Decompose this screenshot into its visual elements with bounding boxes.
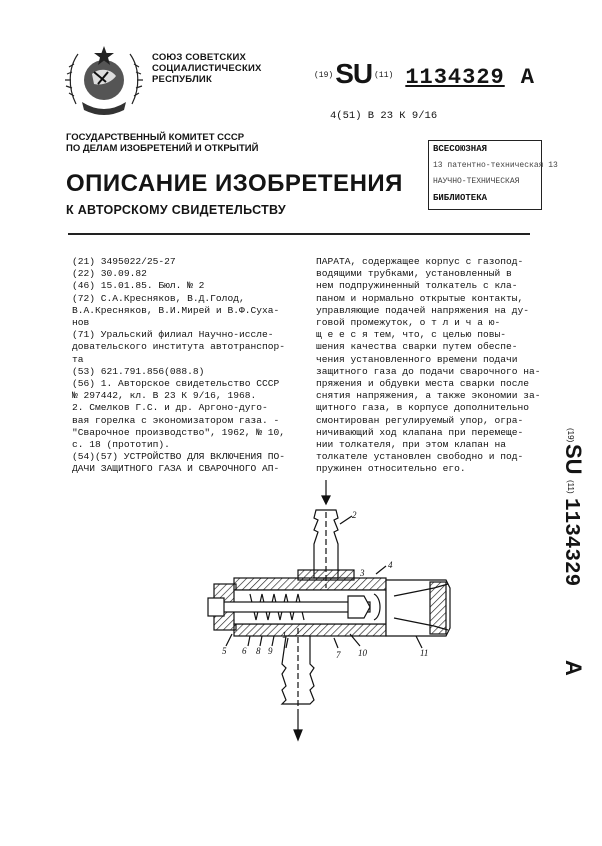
abstract-line: щитного газа, в корпусе дополнительно bbox=[316, 402, 530, 414]
vertical-patent-number bbox=[548, 428, 586, 690]
drawing-label-3: 3 bbox=[360, 568, 365, 578]
abstract-line: смонтирован регулируемый упор, огра- bbox=[316, 414, 524, 426]
bibliographic-data bbox=[72, 256, 285, 476]
abstract-line: нии толкателя, при этом клапан на bbox=[316, 439, 506, 451]
biblio-line: с. 18 (прототип). bbox=[72, 439, 170, 451]
side-kind: A bbox=[561, 660, 586, 676]
biblio-line: 2. Смелков Г.С. и др. Аргоно-дуго- bbox=[72, 402, 268, 414]
ussr-emblem-icon bbox=[64, 38, 144, 122]
drawing-label-5: 5 bbox=[222, 646, 227, 656]
ipc-classification: 4(51) В 23 К 9/16 bbox=[330, 110, 438, 122]
side-code-11: (11) bbox=[566, 480, 575, 494]
abstract-line: пружинен относительно его. bbox=[316, 463, 466, 475]
abstract-line: водящими трубками, установленный в bbox=[316, 268, 512, 280]
abstract-line: нем подпружиненный толкатель с кла- bbox=[316, 280, 518, 292]
drawing-label-10: 10 bbox=[358, 648, 367, 658]
drawing-label-6: 6 bbox=[242, 646, 247, 656]
drawing-label-11: 11 bbox=[420, 648, 429, 658]
publication-number: $^{(19)}$SU $^{(11)}$ 1134329 А bbox=[314, 58, 534, 90]
abstract-line: защитного газа до подачи сварочного на- bbox=[316, 365, 541, 377]
drawing-label-7: 7 bbox=[336, 650, 341, 660]
abstract-line: ПАРАТА, содержащее корпус с газопод- bbox=[316, 256, 524, 267]
biblio-line: та bbox=[72, 353, 84, 365]
biblio-line: В.А.Кресняков, В.И.Мирей и В.Ф.Суха- bbox=[72, 304, 280, 316]
abstract-line: паном и нормально открытые контакты, bbox=[316, 292, 524, 304]
abstract-line: снятия напряжения, а также экономии за- bbox=[316, 390, 541, 402]
biblio-line: № 297442, кл. В 23 К 9/16, 1968. bbox=[72, 390, 257, 402]
abstract-line: ничивающий ход клапана при перемеще- bbox=[316, 426, 524, 438]
biblio-line: нов bbox=[72, 317, 90, 329]
drawing-label-4: 4 bbox=[388, 560, 393, 570]
biblio-line: (53) 621.791.856(088.8) bbox=[72, 365, 205, 377]
device-drawing bbox=[198, 478, 468, 748]
country-name: СОЮЗ СОВЕТСКИХ СОЦИАЛИСТИЧЕСКИХ РЕСПУБЛИК bbox=[152, 52, 262, 85]
side-country-code: SU bbox=[561, 444, 586, 475]
abstract-line: управляющие подачей напряжения на ду- bbox=[316, 304, 530, 316]
committee-name: ГОСУДАРСТВЕННЫЙ КОМИТЕТ СССР ПО ДЕЛАМ ИЗОБРЕТЕНИЙ И ОТКРЫТИЙ bbox=[66, 132, 259, 154]
biblio-line: (21) 3495022/25-27 bbox=[72, 256, 176, 267]
biblio-line: (56) 1. Авторское свидетельство СССР bbox=[72, 378, 280, 390]
biblio-line: ДАЧИ ЗАЩИТНОГО ГАЗА И СВАРОЧНОГО АП- bbox=[72, 463, 280, 475]
header-divider bbox=[68, 233, 530, 235]
abstract-line: пряжения и обдувки места сварки после bbox=[316, 378, 530, 390]
drawing-label-9: 9 bbox=[268, 646, 273, 656]
biblio-line: вая горелка с экономизатором газа. - bbox=[72, 414, 280, 426]
biblio-line: "Сварочное производство", 1962, № 10, bbox=[72, 426, 286, 438]
abstract-line: толкателе установлен свободно и под- bbox=[316, 451, 524, 463]
abstract-line: говой промежуток, о т л и ч а ю- bbox=[316, 317, 501, 329]
drawing-label-8: 8 bbox=[256, 646, 261, 656]
biblio-line: (71) Уральский филиал Научно-исслe- bbox=[72, 329, 274, 341]
document-title: ОПИСАНИЕ ИЗОБРЕТЕНИЯ bbox=[66, 170, 403, 197]
library-stamp: ВСЕСОЮЗНАЯ 13 патентно-техническая 13 НАУЧНО-ТЕХНИЧЕСКАЯ БИБЛИОТЕКА bbox=[428, 140, 542, 210]
biblio-line: (22) 30.09.82 bbox=[72, 268, 147, 280]
side-code-19: (19) bbox=[566, 428, 575, 443]
biblio-line: довательского института автотранспор- bbox=[72, 341, 286, 353]
drawing-label-1: 1 bbox=[282, 630, 287, 640]
biblio-line: (46) 15.01.85. Бюл. № 2 bbox=[72, 280, 205, 292]
drawing-label-2: 2 bbox=[352, 510, 357, 520]
abstract-line: шения качества сварки путем обеспе- bbox=[316, 341, 518, 353]
abstract-text bbox=[316, 256, 541, 476]
side-patent-number: 1134329 bbox=[559, 498, 582, 587]
biblio-line: (72) С.А.Кресняков, В.Д.Голод, bbox=[72, 292, 245, 304]
abstract-line: чения установленного времени подачи bbox=[316, 353, 518, 365]
abstract-line: щ е е с я тем, что, с целью повы- bbox=[316, 329, 506, 341]
document-subtitle: К АВТОРСКОМУ СВИДЕТЕЛЬСТВУ bbox=[66, 203, 286, 217]
biblio-line: (54)(57) УСТРОЙСТВО ДЛЯ ВКЛЮЧЕНИЯ ПО- bbox=[72, 451, 286, 463]
